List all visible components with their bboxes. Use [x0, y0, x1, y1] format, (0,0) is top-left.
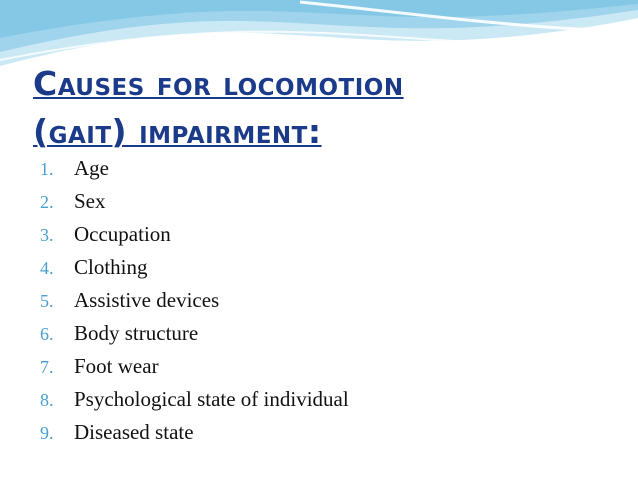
list-item	[40, 288, 349, 321]
list-item-number: 2.	[40, 192, 54, 212]
list-item-number: 1.	[40, 159, 54, 179]
list-item	[40, 222, 349, 255]
list-item-number: 3.	[40, 225, 54, 245]
title-line-2: (gait) impairment:	[33, 112, 322, 151]
list-item-text: Age	[74, 156, 109, 180]
title-line-1: Causes for locomotion	[33, 64, 404, 103]
list-item-number: 4.	[40, 258, 54, 278]
list-item-text: Body structure	[74, 321, 199, 345]
list-item-text: Psychological state of individual	[74, 387, 349, 411]
list-item-text: Diseased state	[74, 420, 194, 444]
list-item-text: Foot wear	[74, 354, 159, 378]
list-item-text: Clothing	[74, 255, 148, 279]
slide-title	[33, 60, 404, 156]
list-item-text: Sex	[74, 189, 106, 213]
causes-list	[40, 156, 349, 453]
list-item	[40, 420, 349, 453]
list-item-number: 8.	[40, 390, 54, 410]
list-item-text: Occupation	[74, 222, 171, 246]
list-item-number: 5.	[40, 291, 54, 311]
list-item-number: 6.	[40, 324, 54, 344]
list-item	[40, 387, 349, 420]
list-item-text: Assistive devices	[74, 288, 220, 312]
list-item	[40, 255, 349, 288]
list-item	[40, 321, 349, 354]
list-item-number: 7.	[40, 357, 54, 377]
list-item	[40, 354, 349, 387]
list-item	[40, 189, 349, 222]
list-item-number: 9.	[40, 423, 54, 443]
list-item	[40, 156, 349, 189]
